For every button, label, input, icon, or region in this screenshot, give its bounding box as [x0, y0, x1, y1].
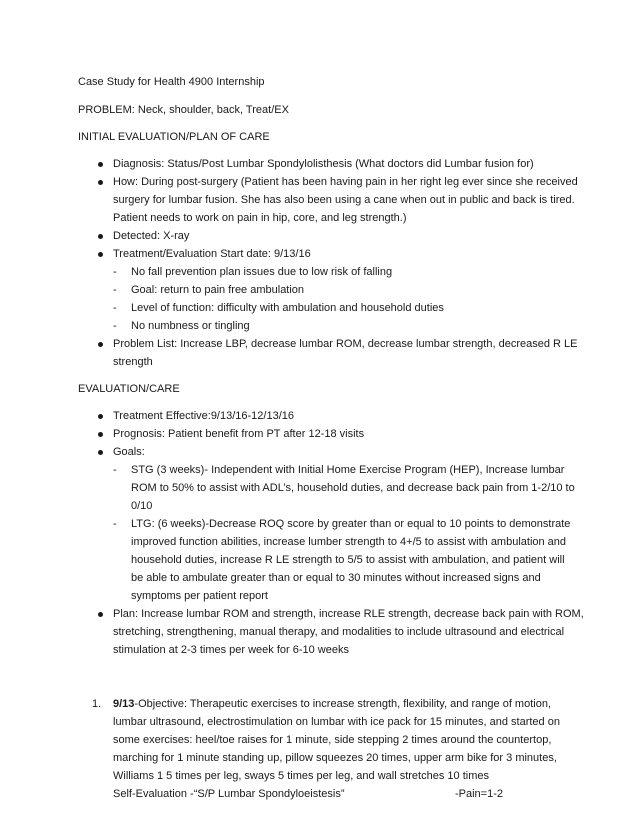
dash-marker: - [113, 464, 117, 476]
how-line: Patient needs to work on pain in hip, core, and leg strength.) [113, 212, 407, 224]
effective-item: Treatment Effective:9/13/16-12/13/16 [113, 410, 295, 422]
plan-line: stretching, strengthening, manual therapy, and modalities to include ultrasound and electrical [113, 626, 565, 638]
ltg-line: household duties, increase R LE strength to 5/5 to assist with ambulation, and patient will [131, 554, 565, 566]
sub-item: No numbness or tingling [131, 320, 250, 332]
plan-line: Plan: Increase lumbar ROM and strength, increase RLE strength, decrease back pain with ROM, [113, 608, 584, 620]
ltg-line: LTG: (6 weeks)-Decrease ROQ score by greater than or equal to 10 points to demonstrate [131, 518, 571, 530]
bullet-icon [96, 248, 104, 260]
initial-heading: INITIAL EVALUATION/PLAN OF CARE [78, 131, 270, 143]
pain-score: -Pain=1-2 [455, 788, 504, 800]
bullet-icon [96, 158, 104, 170]
evaluation-heading: EVALUATION/CARE [78, 383, 180, 395]
bullet-icon [96, 230, 104, 242]
problem-line: PROBLEM: Neck, shoulder, back, Treat/EX [78, 104, 289, 116]
bullet-icon [96, 608, 104, 620]
session-number: 1. [92, 698, 102, 710]
dash-marker: - [113, 284, 117, 296]
session-line: Williams 1 5 times per leg, sways 5 times per leg, and wall stretches 10 times [113, 770, 489, 782]
stg-line: ROM to 50% to assist with ADL’s, household duties, and decrease back pain from 1-2/10 to [131, 482, 575, 494]
ltg-line: improved function abilities, increase lumber strength to 4+/5 to assist with ambulation and [131, 536, 567, 548]
bullet-icon [96, 446, 104, 458]
session-objective: -Objective: Therapeutic exercises to increase strength, flexibility, and range of motion, [134, 698, 551, 710]
sub-item: Goal: return to pain free ambulation [131, 284, 305, 296]
session-date: 9/13 [113, 698, 135, 710]
diagnosis-item: Diagnosis: Status/Post Lumbar Spondylolisthesis (What doctors did Lumbar fusion for) [113, 158, 534, 170]
bullet-icon [96, 428, 104, 440]
prognosis-item: Prognosis: Patient benefit from PT after 12-18 visits [113, 428, 365, 440]
plan-line: stimulation at 2-3 times per week for 6-10 weeks [113, 644, 349, 656]
treatment-item: Treatment/Evaluation Start date: 9/13/16 [113, 248, 311, 260]
session-line: lumbar ultrasound, electrostimulation on lumbar with ice pack for 15 minutes, and started on [113, 716, 560, 728]
bullet-icon [96, 410, 104, 422]
how-line: surgery for lumbar fusion. She has also been using a cane when out in public and back is tired. [113, 194, 575, 206]
dash-marker: - [113, 266, 117, 278]
detected-item: Detected: X-ray [113, 230, 190, 242]
self-evaluation: Self-Evaluation -“S/P Lumbar Spondyloeistesis” [113, 788, 345, 800]
problem-list-line: Problem List: Increase LBP, decrease lumbar ROM, decrease lumbar strength, decreased R LE [113, 338, 578, 350]
stg-line: STG (3 weeks)- Independent with Initial Home Exercise Program (HEP), Increase lumbar [131, 464, 565, 476]
sub-item: Level of function: difficulty with ambulation and household duties [131, 302, 444, 314]
problem-list-line: strength [113, 356, 153, 368]
dash-marker: - [113, 302, 117, 314]
how-line: How: During post-surgery (Patient has been having pain in her right leg ever since she received [113, 176, 578, 188]
session-line: some exercises: heel/toe raises for 1 minute, side stepping 2 times around the countertop, [113, 734, 552, 746]
sub-item: No fall prevention plan issues due to low risk of falling [131, 266, 393, 278]
dash-marker: - [113, 320, 117, 332]
session-first-line [113, 698, 551, 710]
ltg-line: be able to ambulate greater than or equal to 30 minutes without increased signs and [131, 572, 541, 584]
session-line: marching for 1 minute standing up, pillow squeezes 20 times, upper arm bike for 3 minutes, [113, 752, 557, 764]
dash-marker: - [113, 518, 117, 530]
bullet-icon [96, 176, 104, 188]
bullet-icon [96, 338, 104, 350]
ltg-line: symptoms per patient report [131, 590, 268, 602]
document-title: Case Study for Health 4900 Internship [78, 76, 265, 88]
goals-item: Goals: [113, 446, 145, 458]
stg-line: 0/10 [131, 500, 153, 512]
